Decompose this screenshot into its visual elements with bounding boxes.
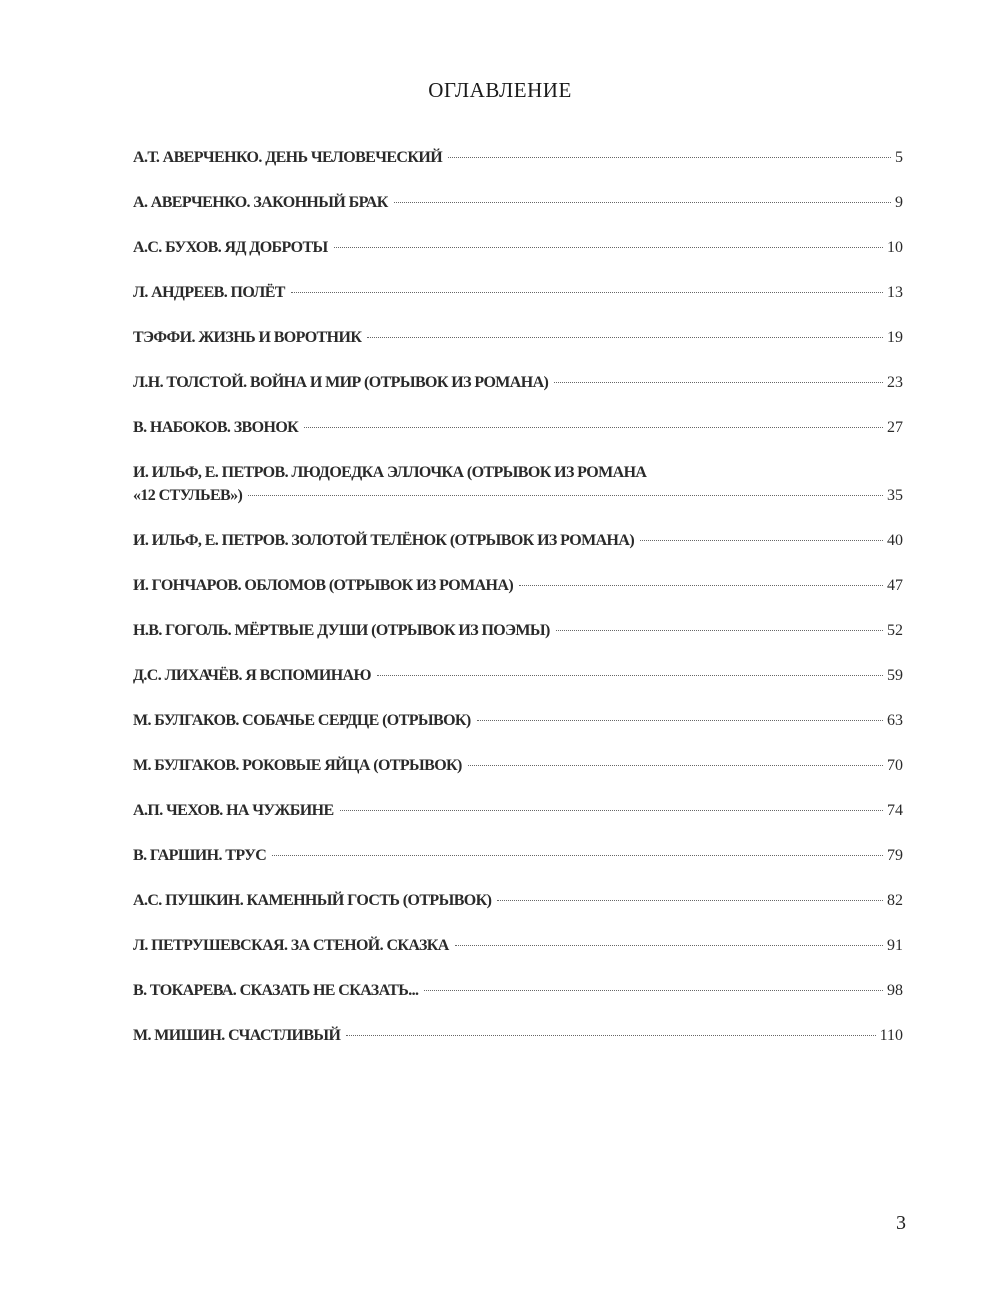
dot-leader <box>477 720 883 721</box>
dot-leader <box>455 945 883 946</box>
dot-leader <box>556 630 883 631</box>
toc-entry-line <box>133 979 903 1002</box>
toc-entry-title: М. БУЛГАКОВ. СОБАЧЬЕ СЕРДЦЕ (ОТРЫВОК) <box>133 712 471 729</box>
toc-entry[interactable] <box>133 529 903 552</box>
toc-entry-line <box>133 191 903 214</box>
dot-leader <box>519 585 883 586</box>
toc-entry-page: 9 <box>895 194 903 211</box>
toc-entry-line <box>133 619 903 642</box>
toc-entry-title: Л. АНДРЕЕВ. ПОЛЁТ <box>133 284 285 301</box>
dot-leader <box>554 382 883 383</box>
toc-entry[interactable] <box>133 799 903 822</box>
toc-entry-title: В. ТОКАРЕВА. СКАЗАТЬ НЕ СКАЗАТЬ... <box>133 982 419 999</box>
dot-leader <box>248 495 883 496</box>
toc-entry[interactable] <box>133 281 903 304</box>
toc-entry-title: Д.С. ЛИХАЧЁВ. Я ВСПОМИНАЮ <box>133 667 371 684</box>
toc-entry-page: 91 <box>887 937 903 954</box>
table-of-contents <box>133 146 903 1069</box>
toc-entry-title: ТЭФФИ. ЖИЗНЬ И ВОРОТНИК <box>133 329 362 346</box>
toc-entry-title: А.П. ЧЕХОВ. НА ЧУЖБИНЕ <box>133 802 334 819</box>
dot-leader <box>394 202 891 203</box>
toc-entry-line <box>133 484 903 507</box>
toc-entry[interactable] <box>133 1024 903 1047</box>
toc-entry-page: 63 <box>887 712 903 729</box>
toc-entry[interactable] <box>133 371 903 394</box>
toc-entry-page: 70 <box>887 757 903 774</box>
toc-entry-page: 10 <box>887 239 903 256</box>
toc-entry[interactable] <box>133 664 903 687</box>
toc-entry[interactable] <box>133 934 903 957</box>
toc-entry-page: 13 <box>887 284 903 301</box>
dot-leader <box>334 247 883 248</box>
toc-entry-title: А.Т. АВЕРЧЕНКО. ДЕНЬ ЧЕЛОВЕЧЕСКИЙ <box>133 149 443 166</box>
toc-entry-title: М. МИШИН. СЧАСТЛИВЫЙ <box>133 1027 341 1044</box>
toc-entry-page: 23 <box>887 374 903 391</box>
toc-entry-page: 35 <box>887 487 903 504</box>
toc-entry-page: 5 <box>895 149 903 166</box>
toc-entry-line <box>133 709 903 732</box>
toc-entry-title: И. ГОНЧАРОВ. ОБЛОМОВ (ОТРЫВОК ИЗ РОМАНА) <box>133 577 514 594</box>
toc-entry-title: А. АВЕРЧЕНКО. ЗАКОННЫЙ БРАК <box>133 194 388 211</box>
toc-entry-line <box>133 889 903 912</box>
toc-entry[interactable] <box>133 146 903 169</box>
toc-entry-line <box>133 281 903 304</box>
toc-entry-line <box>133 574 903 597</box>
toc-entry[interactable] <box>133 461 903 507</box>
toc-entry-page: 19 <box>887 329 903 346</box>
toc-entry[interactable] <box>133 754 903 777</box>
toc-entry-line <box>133 461 903 484</box>
toc-entry[interactable] <box>133 709 903 732</box>
toc-entry-title: М. БУЛГАКОВ. РОКОВЫЕ ЯЙЦА (ОТРЫВОК) <box>133 757 462 774</box>
toc-entry-title: Н.В. ГОГОЛЬ. МЁРТВЫЕ ДУШИ (ОТРЫВОК ИЗ ПОЭМЫ) <box>133 622 550 639</box>
toc-entry[interactable] <box>133 979 903 1002</box>
toc-entry-line <box>133 326 903 349</box>
toc-entry-title: Л. ПЕТРУШЕВСКАЯ. ЗА СТЕНОЙ. СКАЗКА <box>133 937 449 954</box>
toc-entry-line <box>133 934 903 957</box>
dot-leader <box>272 855 883 856</box>
dot-leader <box>424 990 883 991</box>
dot-leader <box>640 540 883 541</box>
toc-entry[interactable] <box>133 889 903 912</box>
dot-leader <box>340 810 883 811</box>
toc-entry-line <box>133 754 903 777</box>
dot-leader <box>346 1035 875 1036</box>
toc-entry-title: И. ИЛЬФ, Е. ПЕТРОВ. ЗОЛОТОЙ ТЕЛЁНОК (ОТРЫВОК ИЗ РОМАНА) <box>133 532 635 549</box>
toc-entry-title: А.С. БУХОВ. ЯД ДОБРОТЫ <box>133 239 328 256</box>
toc-entry-page: 110 <box>879 1027 903 1044</box>
dot-leader <box>291 292 883 293</box>
toc-entry-line <box>133 146 903 169</box>
toc-entry-page: 79 <box>887 847 903 864</box>
toc-entry-line <box>133 371 903 394</box>
toc-entry-page: 52 <box>887 622 903 639</box>
toc-entry-title: А.С. ПУШКИН. КАМЕННЫЙ ГОСТЬ (ОТРЫВОК) <box>133 892 492 909</box>
toc-entry[interactable] <box>133 844 903 867</box>
toc-entry-page: 98 <box>887 982 903 999</box>
toc-entry-title: И. ИЛЬФ, Е. ПЕТРОВ. ЛЮДОЕДКА ЭЛЛОЧКА (ОТРЫВОК ИЗ РОМАНА <box>133 464 647 481</box>
dot-leader <box>448 157 891 158</box>
toc-entry-page: 59 <box>887 667 903 684</box>
page-title: ОГЛАВЛЕНИЕ <box>428 78 572 102</box>
toc-entry[interactable] <box>133 236 903 259</box>
dot-leader <box>304 427 883 428</box>
dot-leader <box>497 900 883 901</box>
toc-entry-title: В. НАБОКОВ. ЗВОНОК <box>133 419 299 436</box>
toc-entry-title: «12 СТУЛЬЕВ») <box>133 487 243 504</box>
toc-entry-page: 40 <box>887 532 903 549</box>
toc-entry-title: Л.Н. ТОЛСТОЙ. ВОЙНА И МИР (ОТРЫВОК ИЗ РОМАНА) <box>133 374 549 391</box>
toc-entry-line <box>133 1024 903 1047</box>
dot-leader <box>367 337 883 338</box>
toc-entry-page: 27 <box>887 419 903 436</box>
toc-entry-line <box>133 844 903 867</box>
toc-entry[interactable] <box>133 191 903 214</box>
toc-entry-page: 47 <box>887 577 903 594</box>
toc-entry-line <box>133 799 903 822</box>
dot-leader <box>468 765 883 766</box>
toc-entry[interactable] <box>133 619 903 642</box>
toc-entry[interactable] <box>133 416 903 439</box>
toc-entry-page: 82 <box>887 892 903 909</box>
toc-entry-page: 74 <box>887 802 903 819</box>
page-number: 3 <box>896 1212 906 1234</box>
toc-entry[interactable] <box>133 574 903 597</box>
toc-entry-line <box>133 664 903 687</box>
toc-entry[interactable] <box>133 326 903 349</box>
toc-entry-line <box>133 236 903 259</box>
toc-entry-line <box>133 529 903 552</box>
toc-entry-line <box>133 416 903 439</box>
toc-entry-title: В. ГАРШИН. ТРУС <box>133 847 267 864</box>
dot-leader <box>377 675 883 676</box>
